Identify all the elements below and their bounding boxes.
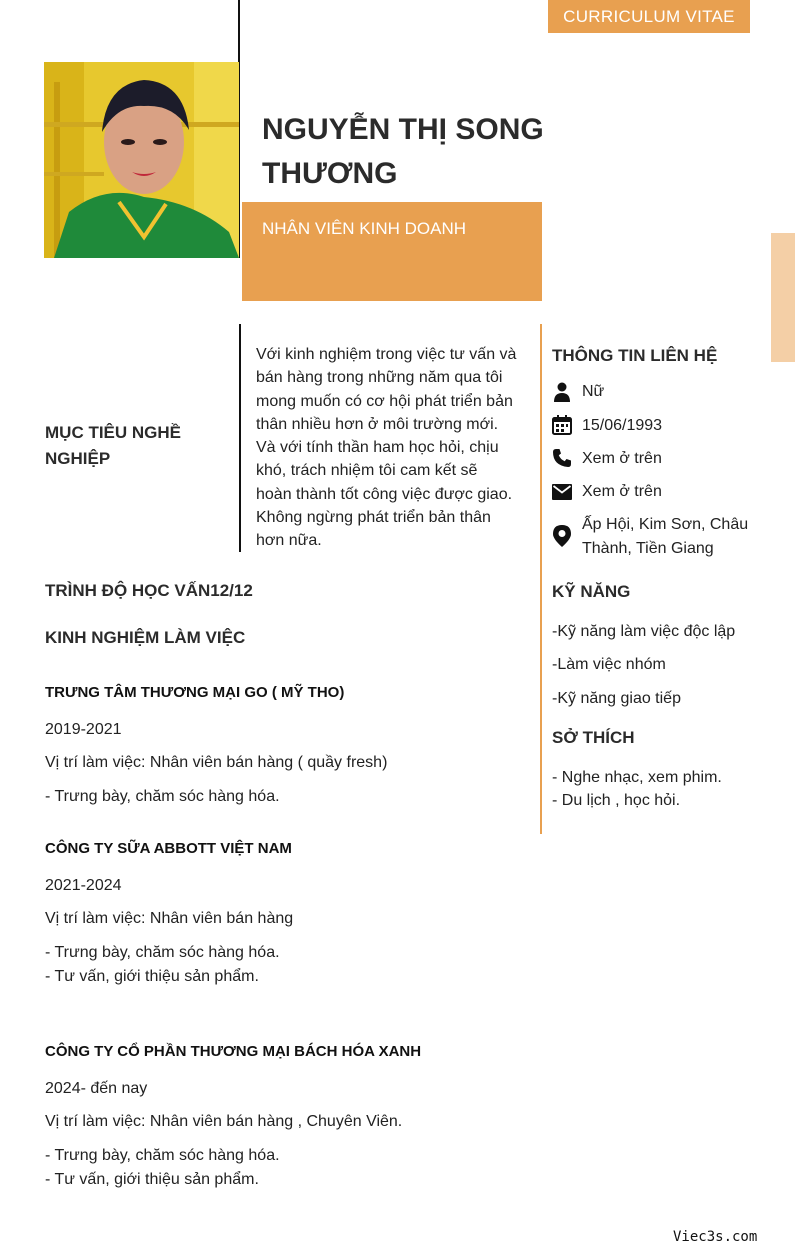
job-task: - Trưng bày, chăm sóc hàng hóa. [45,944,280,961]
objective-line: Không ngừng phát triển bản thân [256,509,491,527]
job-task: - Trưng bày, chăm sóc hàng hóa. [45,1147,280,1164]
job-task: - Trưng bày, chăm sóc hàng hóa. [45,788,280,805]
profile-photo [44,62,239,258]
job-position: Vị trí làm việc: Nhân viên bán hàng ( quầy fresh) [45,754,388,771]
location-pin-icon [552,526,572,546]
calendar-icon [552,415,572,435]
sidebar-divider [540,324,542,834]
profile-photo-illustration [44,62,239,258]
contact-gender-text: Nữ [582,383,605,400]
objective-heading-line2: NGHIỆP [45,449,111,468]
objective-line: mong muốn có cơ hội phát triển bản [256,392,513,410]
job-period: 2019-2021 [45,721,122,738]
job-period: 2024- đến nay [45,1080,148,1097]
objective-line: Và với tính thần ham học hỏi, chịu [256,439,499,457]
job-position: Vị trí làm việc: Nhân viên bán hàng [45,910,294,927]
objective-line: hoàn thành tốt công việc được giao. [256,485,513,503]
hobby-item: - Nghe nhạc, xem phim. [552,769,722,786]
mail-icon [552,482,572,502]
contact-birthday-text: 15/06/1993 [582,417,663,434]
objective-line: thân nhiều hơn ở môi trường mới. [256,415,499,433]
cv-tag: CURRICULUM VITAE [548,0,750,33]
contact-gender [552,380,762,404]
objective-heading-line1: MỤC TIÊU NGHỀ [45,423,181,442]
job-title-box [242,202,542,301]
hobby-item: - Du lịch , học hỏi. [552,792,681,809]
candidate-name-line2: THƯƠNG [262,157,398,190]
job-company: CÔNG TY SỮA ABBOTT VIỆT NAM [45,840,292,857]
contact-address-line2: Thành, Tiền Giang [582,539,714,557]
candidate-name [262,108,552,196]
job-company: TRƯNG TÂM THƯƠNG MẠI GO ( MỸ THO) [45,684,345,701]
objective-line: khó, trách nhiệm tôi cam kết sẽ [256,462,478,480]
contact-email [552,480,762,504]
skill-item: -Kỹ năng giao tiếp [552,690,681,707]
objective-line: bán hàng trong những năm qua tôi [256,369,503,387]
job-task: - Tư vấn, giới thiệu sản phẩm. [45,1171,259,1188]
experience-heading: KINH NGHIỆM LÀM VIỆC [45,628,246,647]
education-heading: TRÌNH ĐỘ HỌC VẤN12/12 [45,581,253,600]
job-title: NHÂN VIÊN KINH DOANH [262,219,467,238]
job-task: - Tư vấn, giới thiệu sản phẩm. [45,968,259,985]
person-icon [552,382,572,402]
job-position: Vị trí làm việc: Nhân viên bán hàng , Chuyên Viên. [45,1113,403,1130]
objective-heading [45,420,225,472]
contact-email-text: Xem ở trên [582,483,662,500]
skills-heading: KỸ NĂNG [552,582,631,601]
hobbies-heading: SỞ THÍCH [552,728,635,747]
objective-text [256,343,531,553]
contact-phone [552,447,762,471]
candidate-name-line1: NGUYỄN THỊ SONG [262,113,544,146]
skill-item: -Kỹ năng làm việc độc lập [552,623,736,640]
contact-address-text [582,513,748,560]
phone-icon [552,448,572,468]
side-accent-tab [771,233,795,362]
job-period: 2021-2024 [45,877,122,894]
contact-address [552,513,762,561]
contact-birthday [552,414,762,438]
objective-line: hơn nữa. [256,532,322,550]
contact-phone-text: Xem ở trên [582,450,662,467]
contact-heading: THÔNG TIN LIÊN HỆ [552,346,718,365]
objective-line: Với kinh nghiệm trong việc tư vấn và [256,346,517,363]
objective-divider [239,324,241,552]
site-watermark[interactable]: Viec3s.com [673,1229,758,1245]
contact-address-line1: Ấp Hội, Kim Sơn, Châu [582,516,749,533]
skill-item: -Làm việc nhóm [552,656,666,673]
job-company: CÔNG TY CỔ PHẦN THƯƠNG MẠI BÁCH HÓA XANH [45,1043,422,1060]
